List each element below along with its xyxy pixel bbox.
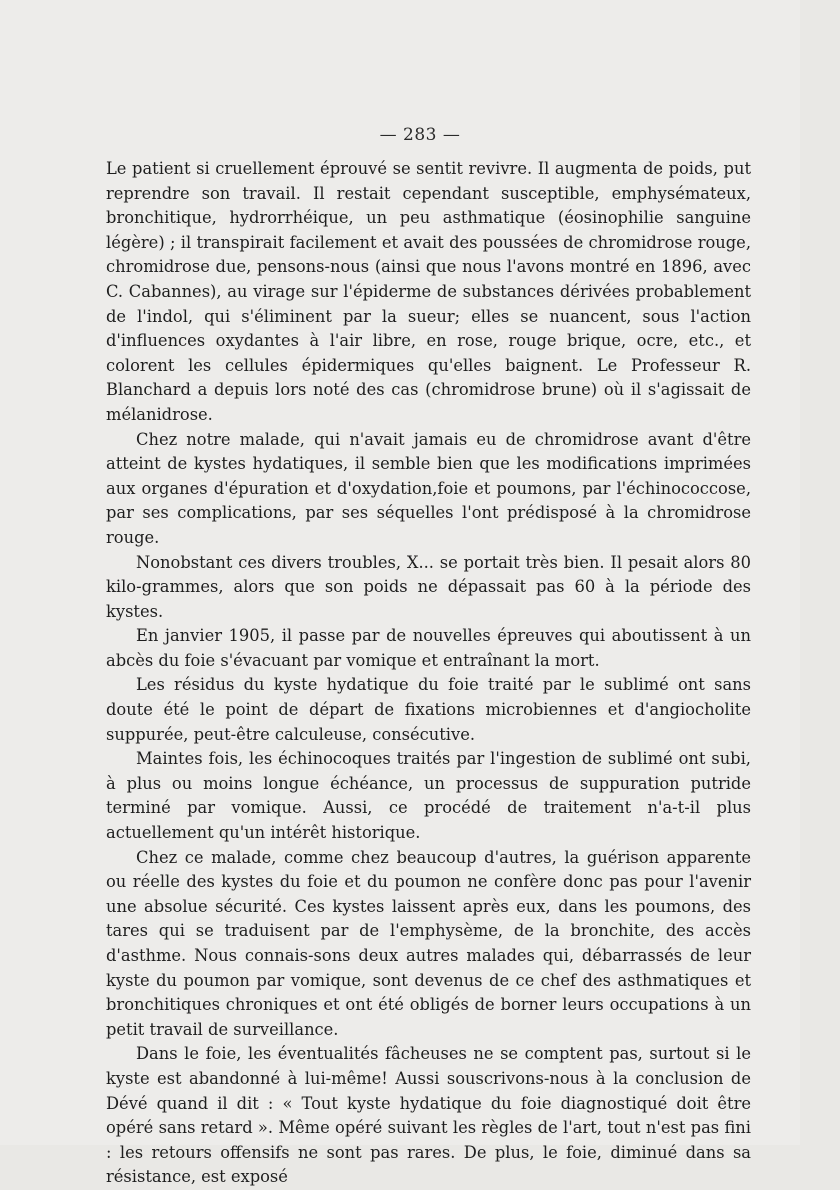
body-text	[106, 157, 751, 1190]
paragraph: En janvier 1905, il passe par de nouvelles épreuves qui aboutissent à un abcès du foie s'évacuant par vomique et entraînant la mort.	[106, 626, 751, 670]
paragraph: Dans le foie, les éventualités fâcheuses ne se comptent pas, surtout si le kyste est abandonné à lui-même! Aussi souscrivons-nous à la conclusion de Dévé quand il dit : « Tout kyste hydatique du foie diagnostiqué doit être opéré sans retard ». Même opéré suivant les règles de l'art, tout n'est pas fini : les retours offensifs ne sont pas rares. De plus, le foie, diminué dans sa résistance, est exposé	[106, 1044, 751, 1187]
paragraph: Chez notre malade, qui n'avait jamais eu de chromidrose avant d'être atteint de kystes hydatiques, il semble bien que les modifications imprimées aux organes d'épuration et d'oxydation,foie et poumons, par l'échinococcose, par ses complications, par ses séquelles l'ont prédisposé à la chromidrose rouge.	[106, 429, 751, 547]
paragraph: Les résidus du kyste hydatique du foie traité par le sublimé ont sans doute été le point de départ de fixations microbiennes et d'angiocholite suppurée, peut-être calculeuse, consécutive.	[106, 675, 751, 744]
paragraph: Le patient si cruellement éprouvé se sentit revivre. Il augmenta de poids, put reprendre son travail. Il restait cependant susceptible, emphysémateux, bronchitique, hydrorrhéique, un peu asthmatique (éosinophilie sanguine légère) ; il transpirait facilement et avait des poussées de chromidrose rouge, chromidrose due, pensons-nous (ainsi que nous l'avons montré en 1896, avec C. Cabannes), au virage sur l'épiderme de substances dérivées probablement de l'indol, qui s'éliminent par la sueur; elles se nuancent, sous l'action d'influences oxydantes à l'air libre, en rose, rouge brique, ocre, etc., et colorent les cellules épidermiques qu'elles baignent. Le Professeur R. Blanchard a depuis lors noté des cas (chromidrose brune) où il s'agissait de mélanidrose.	[106, 159, 751, 424]
paragraph: Maintes fois, les échinocoques traités par l'ingestion de sublimé ont subi, à plus ou moins longue échéance, un processus de suppuration putride terminé par vomique. Aussi, ce procédé de traitement n'a-t-il plus actuellement qu'un intérêt historique.	[106, 749, 751, 843]
paragraph: Chez ce malade, comme chez beaucoup d'autres, la guérison apparente ou réelle des kystes du foie et du poumon ne confère donc pas pour l'avenir une absolue sécurité. Ces kystes laissent après eux, dans les poumons, des tares qui se traduisent par de l'emphysème, de la bronchite, des accès d'asthme. Nous connais-sons deux autres malades qui, débarrassés de leur kyste du poumon par vomique, sont devenus de ce chef des asthmatiques et bronchitiques chroniques et ont été obligés de borner leurs occupations à un petit travail de surveillance.	[106, 847, 751, 1039]
paragraph: Nonobstant ces divers troubles, X... se portait très bien. Il pesait alors 80 kilo-grammes, alors que son poids ne dépassait pas 60 à la période des kystes.	[106, 552, 751, 621]
page-number: — 283 —	[379, 125, 461, 145]
